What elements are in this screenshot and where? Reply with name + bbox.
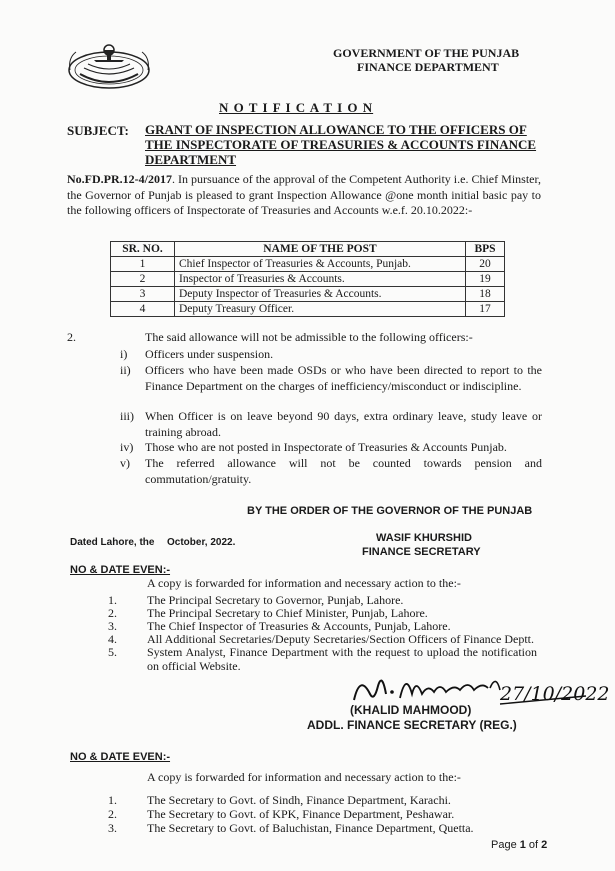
para2-lead: The said allowance will not be admissible to the following officers:- — [145, 330, 473, 344]
column-header-sr-no: SR. NO. — [111, 242, 175, 257]
page-current: 1 — [519, 839, 526, 851]
exclusion-text: The referred allowance will not be counted towards pension and commutation/gratuity. — [145, 456, 542, 486]
exclusion-number: iv) — [120, 440, 134, 454]
para2-number: 2. — [67, 330, 76, 344]
svg-text:27/10/2022: 27/10/2022 — [500, 683, 610, 705]
exclusion-text: Officers who have been made OSDs or who have been directed to report to the Finance Department on the charges of inefficiency/misconduct or indiscipline. — [145, 363, 542, 393]
notification-title: N O T I F I C A T I O N — [219, 100, 374, 115]
copy1-heading: NO & DATE EVEN:- — [70, 564, 171, 576]
exclusion-number: v) — [120, 456, 130, 470]
table-row — [111, 257, 505, 272]
subject-line-3: DEPARTMENT — [145, 152, 237, 167]
cell-bps: 19 — [466, 272, 505, 287]
government-heading: GOVERNMENT OF THE PUNJAB — [333, 46, 520, 60]
copy2-lead: A copy is forwarded for information and necessary action to the:- — [147, 770, 461, 784]
distribution-number: 3. — [108, 821, 117, 835]
cell-sr-no: 3 — [111, 287, 175, 302]
signatory-name: (KHALID MAHMOOD) — [350, 703, 472, 717]
exclusion-text: Officers under suspension. — [145, 347, 274, 361]
column-header-post: NAME OF THE POST — [175, 242, 466, 257]
reference-number: No.FD.PR.12-4/2017 — [67, 172, 172, 186]
distribution-number: 1. — [108, 593, 117, 607]
distribution-number: 4. — [108, 632, 117, 646]
exclusion-number: i) — [120, 347, 128, 361]
intro-text: . In pursuance of the approval of the Competent Authority i.e. Chief Minster, the Governor of Punjab is pleased to grant Inspection Allowance @one month initial basic pay to the following officers of Inspectorate of Treasuries and Accounts w.e.f. 20.10.2022:- — [67, 172, 541, 217]
table-header-row — [111, 242, 505, 257]
cell-bps: 18 — [466, 287, 505, 302]
copy2-heading: NO & DATE EVEN:- — [70, 751, 171, 763]
cell-post: Deputy Treasury Officer. — [175, 302, 466, 317]
department-heading: FINANCE DEPARTMENT — [357, 60, 499, 74]
dated-date: October, 2022. — [167, 537, 236, 548]
distribution-text: The Secretary to Govt. of KPK, Finance Department, Peshawar. — [147, 807, 455, 821]
distribution-number: 5. — [108, 645, 117, 659]
copy1-lead: A copy is forwarded for information and necessary action to the:- — [147, 576, 461, 590]
cell-post: Deputy Inspector of Treasuries & Accounts. — [175, 287, 466, 302]
cell-post: Inspector of Treasuries & Accounts. — [175, 272, 466, 287]
distribution-number: 2. — [108, 807, 117, 821]
subject-line-2: THE INSPECTORATE OF TREASURIES & ACCOUNTS FINANCE — [145, 137, 537, 152]
secretary-name: WASIF KHURSHID — [376, 532, 472, 544]
column-header-bps: BPS — [466, 242, 505, 257]
page-separator: of — [525, 839, 542, 851]
cell-sr-no: 2 — [111, 272, 175, 287]
secretary-title: FINANCE SECRETARY — [362, 546, 481, 558]
dated-place: Dated Lahore, the — [70, 537, 155, 548]
distribution-text: The Chief Inspector of Treasuries & Accounts, Punjab, Lahore. — [147, 619, 451, 633]
cell-post: Chief Inspector of Treasuries & Accounts, Punjab. — [175, 257, 466, 272]
distribution-text: The Principal Secretary to Chief Minister, Punjab, Lahore. — [147, 606, 428, 620]
table-row — [111, 272, 505, 287]
cell-sr-no: 1 — [111, 257, 175, 272]
page-total: 2 — [541, 839, 548, 851]
exclusion-text: When Officer is on leave beyond 90 days, extra ordinary leave, study leave or training abroad. — [145, 409, 542, 439]
distribution-text: The Principal Secretary to Governor, Punjab, Lahore. — [147, 593, 404, 607]
distribution-text: The Secretary to Govt. of Sindh, Finance Department, Karachi. — [147, 793, 451, 807]
distribution-number: 1. — [108, 793, 117, 807]
distribution-text: System Analyst, Finance Department with the request to upload the notification on official Website. — [147, 645, 537, 673]
subject-line-1: GRANT OF INSPECTION ALLOWANCE TO THE OFFICERS OF — [145, 122, 527, 137]
cell-bps: 17 — [466, 302, 505, 317]
signatory-title: ADDL. FINANCE SECRETARY (REG.) — [307, 718, 517, 732]
table-row — [111, 302, 505, 317]
posts-table — [110, 241, 505, 317]
distribution-text: All Additional Secretaries/Deputy Secretaries/Section Officers of Finance Deptt. — [147, 632, 534, 646]
page-number — [491, 839, 547, 851]
page-prefix: Page — [491, 839, 520, 851]
cell-bps: 20 — [466, 257, 505, 272]
exclusion-number: ii) — [120, 363, 131, 377]
intro-paragraph — [67, 172, 541, 219]
cell-sr-no: 4 — [111, 302, 175, 317]
exclusion-text: Those who are not posted in Inspectorate of Treasuries & Accounts Punjab. — [145, 440, 507, 454]
order-line: BY THE ORDER OF THE GOVERNOR OF THE PUNJAB — [247, 505, 533, 517]
subject-label: SUBJECT: — [67, 123, 129, 138]
punjab-government-logo-icon — [64, 40, 154, 92]
distribution-text: The Secretary to Govt. of Baluchistan, Finance Department, Quetta. — [147, 821, 474, 835]
exclusion-number: iii) — [120, 409, 134, 423]
distribution-number: 2. — [108, 606, 117, 620]
table-row — [111, 287, 505, 302]
distribution-number: 3. — [108, 619, 117, 633]
